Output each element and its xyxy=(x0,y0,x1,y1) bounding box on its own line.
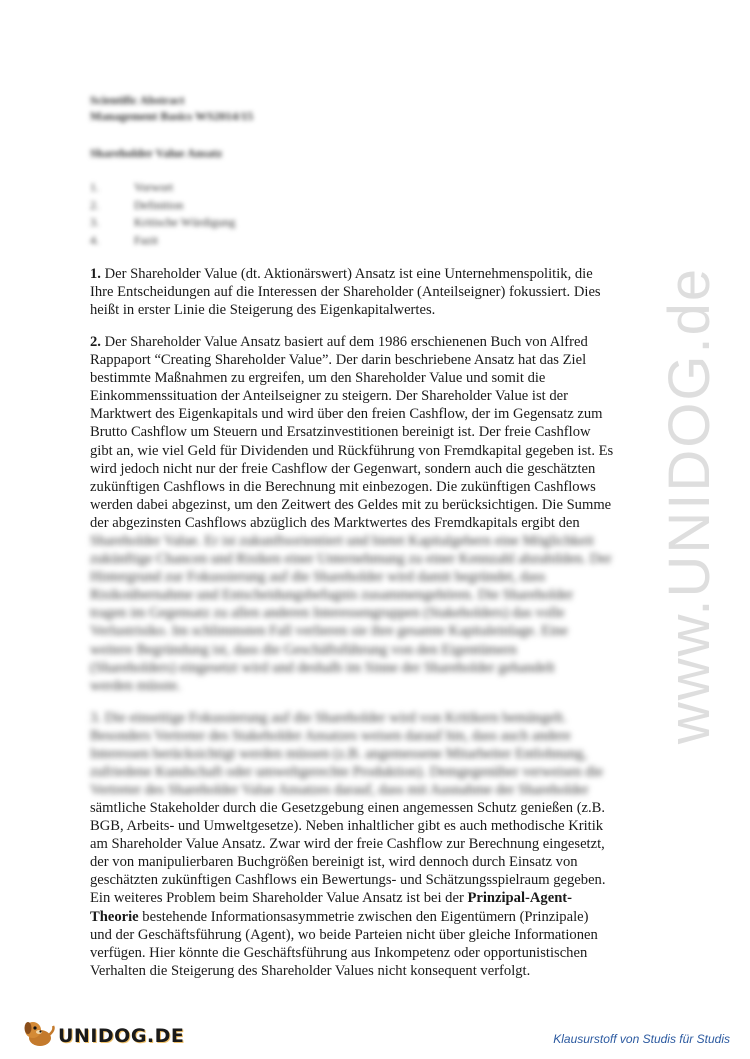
paragraph-line xyxy=(90,265,660,283)
toc-item xyxy=(90,214,235,232)
paragraph-line: heißt in erster Linie die Steigerung des Eigenkapitalwertes. xyxy=(90,302,436,319)
blurred-line: zukünftige Chancen und Risiken einer Unternehmung zu einer Kennzahl abzubilden. Der xyxy=(90,551,612,568)
paragraph-line: am Shareholder Value Ansatz. Zwar wird der freie Cashflow zur Berechnung eingesetzt, xyxy=(90,836,605,853)
blurred-line: Hintergrund zur Fokussierung auf die Shareholder wird damit begründet, dass xyxy=(90,569,546,586)
dog-mascot-icon xyxy=(22,1018,56,1053)
header-line-1: Scientific Abstract xyxy=(90,93,185,107)
paragraph-line: Brutto Cashflow um Steuern und Ersatzinvestitionen bereinigt ist. Der freie Cashflow xyxy=(90,424,591,441)
blurred-line: 3. Die einseitige Fokussierung auf die Shareholder wird von Kritikern bemängelt. xyxy=(90,710,567,726)
section-number: 1. xyxy=(90,266,101,282)
document-header xyxy=(90,92,253,124)
toc-number: 2. xyxy=(90,197,99,212)
blurred-line: Interessen berücksichtigt werden müssen (z.B. angemessene Mitarbeiter Entlohnung, xyxy=(90,746,587,763)
paragraph-line xyxy=(90,908,660,926)
toc-number: 3. xyxy=(90,215,99,229)
paragraph-line: der von manipulierbaren Buchgrößen bereinigt ist, wird dennoch durch Einsatz von xyxy=(90,854,578,871)
toc-label: Kritische Würdigung xyxy=(134,215,236,229)
paragraph-line: gibt an, wie viel Geld für Dividenden und Rückführung von Fremdkapital gegeben ist. Es xyxy=(90,442,614,459)
bold-term: Prinzipal-Agent- xyxy=(467,890,573,907)
line-text: bestehende Informationsasymmetrie zwischen den Eigentümern (Prinzipale) xyxy=(138,908,589,925)
toc-label: Fazit xyxy=(134,232,158,247)
paragraph-line: BGB, Arbeits- und Umweltgesetze). Neben inhaltlicher gibt es auch methodische Kritik xyxy=(90,818,604,835)
paragraph-line: Ihre Entscheidungen auf die Interessen der Shareholder (Anteilseigner) fokussiert. Dies xyxy=(90,284,601,301)
blurred-line: Verlustrisiko. Im schlimmsten Fall verlieren sie ihre gesamte Kapitaleinlage. Eine xyxy=(90,623,568,640)
bold-term: Theorie xyxy=(90,908,139,925)
unidog-logo[interactable] xyxy=(22,1018,184,1053)
blurred-line: Risikoübernahme und Entscheidungsbefugnis zusammengehören. Die Shareholder xyxy=(90,587,574,604)
paragraph-line: und der Geschäftsführung (Agent), wo beide Parteien nicht über gleiche Informationen xyxy=(90,926,598,943)
section-number: 2. xyxy=(90,334,101,350)
toc-item xyxy=(90,179,235,197)
section-2-paragraph xyxy=(90,333,660,532)
paragraph-line xyxy=(90,889,660,907)
line-text: Ein weiteres Problem beim Shareholder Value Ansatz ist bei der xyxy=(90,890,468,907)
blurred-line: Shareholder Value. Er ist zukunftsorientiert und bietet Kapitalgebern eine Möglichkeit xyxy=(90,533,594,549)
toc-label: Definition xyxy=(134,197,184,212)
blurred-line: weitere Begründung ist, dass die Geschäftsführung von den Eigentümern xyxy=(90,641,517,658)
paragraph-line: bestimmte Maßnahmen zu ergreifen, um den Shareholder Value und somit die xyxy=(90,370,546,387)
paragraph-line: geschätzten zukünftigen Cashflows ein Bewertungs- und Schätzungsspielraum gegeben. xyxy=(90,872,606,889)
paragraph-line: Verhalten die Steigerung des Shareholder Values nicht konsequent verfolgt. xyxy=(90,962,531,979)
toc-label: Vorwort xyxy=(134,180,174,194)
blurred-line: zufriedene Kundschaft oder umweltgerechte Produktion). Demgegenüber verweisen die xyxy=(90,764,604,781)
section-3-blurred-text xyxy=(90,709,660,799)
paragraph-line: sämtliche Stakeholder durch die Gesetzgebung einen angemessen Schutz genießen (z.B. xyxy=(90,800,606,816)
section-2-blurred-text xyxy=(90,532,660,695)
paragraph-line: wird jedoch nicht nur der freie Cashflow der Gegenwart, sondern auch die geschätzten xyxy=(90,460,596,477)
section-3-paragraph xyxy=(90,799,660,980)
paragraph-line: verfügen. Hier könnte die Geschäftsführung aus Inkompetenz oder opportunistischen xyxy=(90,944,588,961)
blurred-line: Vertreter des Shareholder Value Ansatzes darauf, dass mit Ausnahme der Shareholder xyxy=(90,782,589,799)
toc-item xyxy=(90,197,235,215)
logo-text: UNIDOG.DE xyxy=(58,1024,185,1047)
line-text: Der Shareholder Value Ansatz basiert auf dem 1986 erschienenen Buch von Alfred xyxy=(100,334,588,350)
table-of-contents xyxy=(90,179,235,249)
toc-item xyxy=(90,232,235,250)
blurred-line: (Shareholders) eingesetzt wird und deshalb im Sinne der Shareholder gehandelt xyxy=(90,659,555,676)
paragraph-line: Rappaport “Creating Shareholder Value”. Der darin beschriebene Ansatz hat das Ziel xyxy=(90,352,587,369)
paragraph-line: der abgezinsten Cashflows abzüglich des Marktwertes des Fremdkapitals ergibt den xyxy=(90,514,580,531)
toc-number: 1. xyxy=(90,180,99,194)
document-subtitle: Shareholder Value Ansatz xyxy=(90,146,223,160)
paragraph-line: Einkommenssituation der Anteilseigner zu steigern. Der Shareholder Value ist der xyxy=(90,388,568,405)
blurred-line: tragen im Gegensatz zu allen anderen Interessengruppen (Stakeholders) das volle xyxy=(90,605,565,622)
toc-number: 4. xyxy=(90,232,99,247)
paragraph-line: werden dabei abgezinst, um den Zeitwert des Geldes mit zu berücksichtigen. Die Summe xyxy=(90,496,612,513)
watermark-text: www.UNIDOG.de xyxy=(657,266,723,744)
blurred-line: werden müsste. xyxy=(90,677,181,694)
section-1-paragraph xyxy=(90,265,660,319)
paragraph-line: zukünftigen Cashflows in die Berechnung mit einbezogen. Die zukünftigen Cashflows xyxy=(90,478,596,495)
paragraph-line xyxy=(90,333,660,351)
line-text: Der Shareholder Value (dt. Aktionärswert) Ansatz ist eine Unternehmenspolitik, die xyxy=(100,266,593,282)
blurred-line: Besonders Vertreter des Stakeholder Ansatzes weisen darauf hin, dass auch andere xyxy=(90,728,571,745)
footer-slogan: Klausurstoff von Studis für Studis xyxy=(553,1032,730,1046)
paragraph-line: Marktwert des Eigenkapitals und wird über den freien Cashflow, der im Gegensatz zum xyxy=(90,406,603,423)
header-line-2: Management Basics WS2014/15 xyxy=(90,109,254,123)
